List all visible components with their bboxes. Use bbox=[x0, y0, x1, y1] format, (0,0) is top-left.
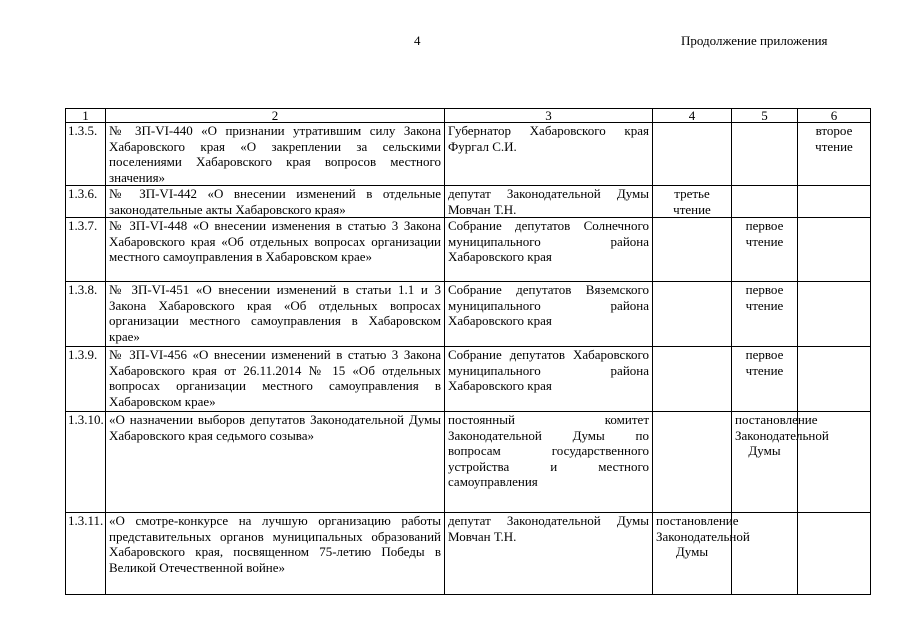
item-number: 1.3.10. bbox=[66, 412, 106, 513]
item-number: 1.3.7. bbox=[66, 218, 106, 282]
table-row bbox=[66, 412, 871, 513]
item-col5 bbox=[732, 186, 798, 218]
item-number: 1.3.5. bbox=[66, 123, 106, 186]
table-header-row bbox=[66, 109, 871, 123]
item-col6 bbox=[798, 282, 871, 347]
column-header: 4 bbox=[653, 109, 732, 123]
item-title: № ЗП-VI-442 «О внесении изменений в отдельные законодательные акты Хабаровского края» bbox=[106, 186, 445, 218]
item-col4 bbox=[653, 282, 732, 347]
item-col6 bbox=[798, 513, 871, 595]
item-col5: постановление Законодательной Думы bbox=[732, 412, 798, 513]
item-title: № ЗП-VI-448 «О внесении изменения в статью 3 Закона Хабаровского края «Об отдельных вопросах организации местного самоуправления в Хабаровском крае» bbox=[106, 218, 445, 282]
item-col4 bbox=[653, 123, 732, 186]
item-initiator: постоянный комитет Законодательной Думы по вопросам государственного устройства и местного самоуправления bbox=[445, 412, 653, 513]
item-title: № ЗП-VI-456 «О внесении изменений в статью 3 Закона Хабаровского края от 26.11.2014 № 15 «Об отдельных вопросах организации местного самоуправления в Хабаровском крае» bbox=[106, 347, 445, 412]
column-header: 1 bbox=[66, 109, 106, 123]
item-col5: первое чтение bbox=[732, 347, 798, 412]
column-header: 3 bbox=[445, 109, 653, 123]
item-title: № ЗП-VI-451 «О внесении изменений в статьи 1.1 и 3 Закона Хабаровского края «Об отдельных вопросах организации местного самоуправления в Хабаровском крае» bbox=[106, 282, 445, 347]
item-col6: второе чтение bbox=[798, 123, 871, 186]
column-header: 6 bbox=[798, 109, 871, 123]
item-initiator: Губернатор Хабаровского края Фургал С.И. bbox=[445, 123, 653, 186]
item-title: «О смотре-конкурсе на лучшую организацию работы представительных органов муниципальных образований Хабаровского края, посвященном 75-летию Победы в Великой Отечественной войне» bbox=[106, 513, 445, 595]
item-col4: третье чтение bbox=[653, 186, 732, 218]
item-initiator: Собрание депутатов Вяземского муниципального района Хабаровского края bbox=[445, 282, 653, 347]
item-col6 bbox=[798, 186, 871, 218]
item-number: 1.3.11. bbox=[66, 513, 106, 595]
item-initiator: депутат Законодательной Думы Мовчан Т.Н. bbox=[445, 513, 653, 595]
item-col4: постановление Законодательной Думы bbox=[653, 513, 732, 595]
table-row bbox=[66, 123, 871, 186]
item-number: 1.3.8. bbox=[66, 282, 106, 347]
item-number: 1.3.6. bbox=[66, 186, 106, 218]
continuation-label: Продолжение приложения bbox=[681, 33, 828, 48]
item-initiator: Собрание депутатов Хабаровского муниципального района Хабаровского края bbox=[445, 347, 653, 412]
item-col6 bbox=[798, 347, 871, 412]
item-col6 bbox=[798, 218, 871, 282]
table-row bbox=[66, 282, 871, 347]
table-row bbox=[66, 347, 871, 412]
item-initiator: депутат Законодательной Думы Мовчан Т.Н. bbox=[445, 186, 653, 218]
table-row bbox=[66, 513, 871, 595]
item-initiator: Собрание депутатов Солнечного муниципального района Хабаровского края bbox=[445, 218, 653, 282]
item-title: «О назначении выборов депутатов Законодательной Думы Хабаровского края седьмого созыва» bbox=[106, 412, 445, 513]
column-header: 5 bbox=[732, 109, 798, 123]
agenda-table bbox=[65, 108, 871, 595]
item-col5 bbox=[732, 513, 798, 595]
item-title: № ЗП-VI-440 «О признании утратившим силу Закона Хабаровского края «О закреплении за сельскими поселениями Хабаровского края вопросов местного значения» bbox=[106, 123, 445, 186]
item-col4 bbox=[653, 412, 732, 513]
item-col5: первое чтение bbox=[732, 218, 798, 282]
item-col4 bbox=[653, 347, 732, 412]
column-header: 2 bbox=[106, 109, 445, 123]
item-col5: первое чтение bbox=[732, 282, 798, 347]
page-number: 4 bbox=[414, 33, 421, 48]
table-row bbox=[66, 218, 871, 282]
item-col4 bbox=[653, 218, 732, 282]
item-number: 1.3.9. bbox=[66, 347, 106, 412]
table-row bbox=[66, 186, 871, 218]
item-col5 bbox=[732, 123, 798, 186]
